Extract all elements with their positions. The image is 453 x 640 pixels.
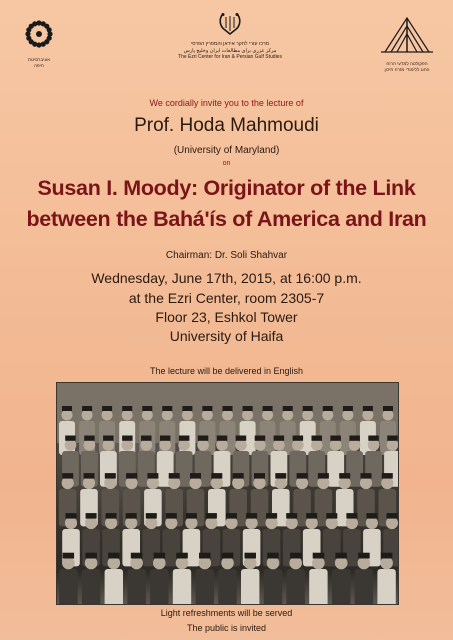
on-label: on — [222, 160, 231, 167]
right-logo-line2: החוג ללימודי מזרח תיכון — [384, 67, 430, 72]
ezri-center-logo — [150, 12, 310, 61]
lecture-date: Wednesday, June 17th, 2015, at 16:00 p.m. — [91, 270, 362, 286]
lecture-language: The lecture will be delivered in English — [149, 366, 304, 376]
faculty-emblem-icon — [377, 12, 437, 56]
historical-group-photo — [56, 382, 399, 605]
left-logo-line1: אוניברסיטת — [28, 57, 50, 62]
sunburst-emblem-icon — [21, 16, 57, 52]
lyre-emblem-icon — [217, 12, 243, 36]
center-logo-english: The Ezri Center for Iran & Persian Gulf Studies — [178, 54, 282, 60]
speaker-affiliation: (University of Maryland) — [173, 145, 280, 156]
lecture-floor: Floor 23, Eshkol Tower — [155, 309, 298, 325]
center-logo-persian: مرکز عزری برای مطالعات ایران وخلیج پارس — [183, 47, 277, 54]
lecture-title-line2: between the Bahá'ís of America and Iran — [26, 207, 427, 231]
chairman: Chairman: Dr. Soli Shahvar — [165, 250, 288, 261]
left-logo-line2: חיפה — [34, 63, 44, 68]
lecture-university: University of Haifa — [169, 328, 284, 344]
center-logo-hebrew: מרכז עזרי לחקר איראן והמפרץ הפרסי — [190, 41, 270, 47]
faculty-of-humanities-logo — [372, 12, 442, 73]
refreshments-note: Light refreshments will be served — [160, 608, 293, 618]
lecture-title-line1: Susan I. Moody: Originator of the Link — [37, 176, 416, 200]
right-logo-line1: הפקולטה למדעי הרוח — [386, 61, 428, 66]
invitation-intro: We cordially invite you to the lecture of — [149, 98, 304, 108]
university-of-haifa-logo — [14, 16, 64, 69]
public-invited-note: The public is invited — [186, 623, 267, 633]
lecture-location: at the Ezri Center, room 2305-7 — [128, 290, 325, 306]
speaker-name: Prof. Hoda Mahmoudi — [134, 115, 319, 136]
